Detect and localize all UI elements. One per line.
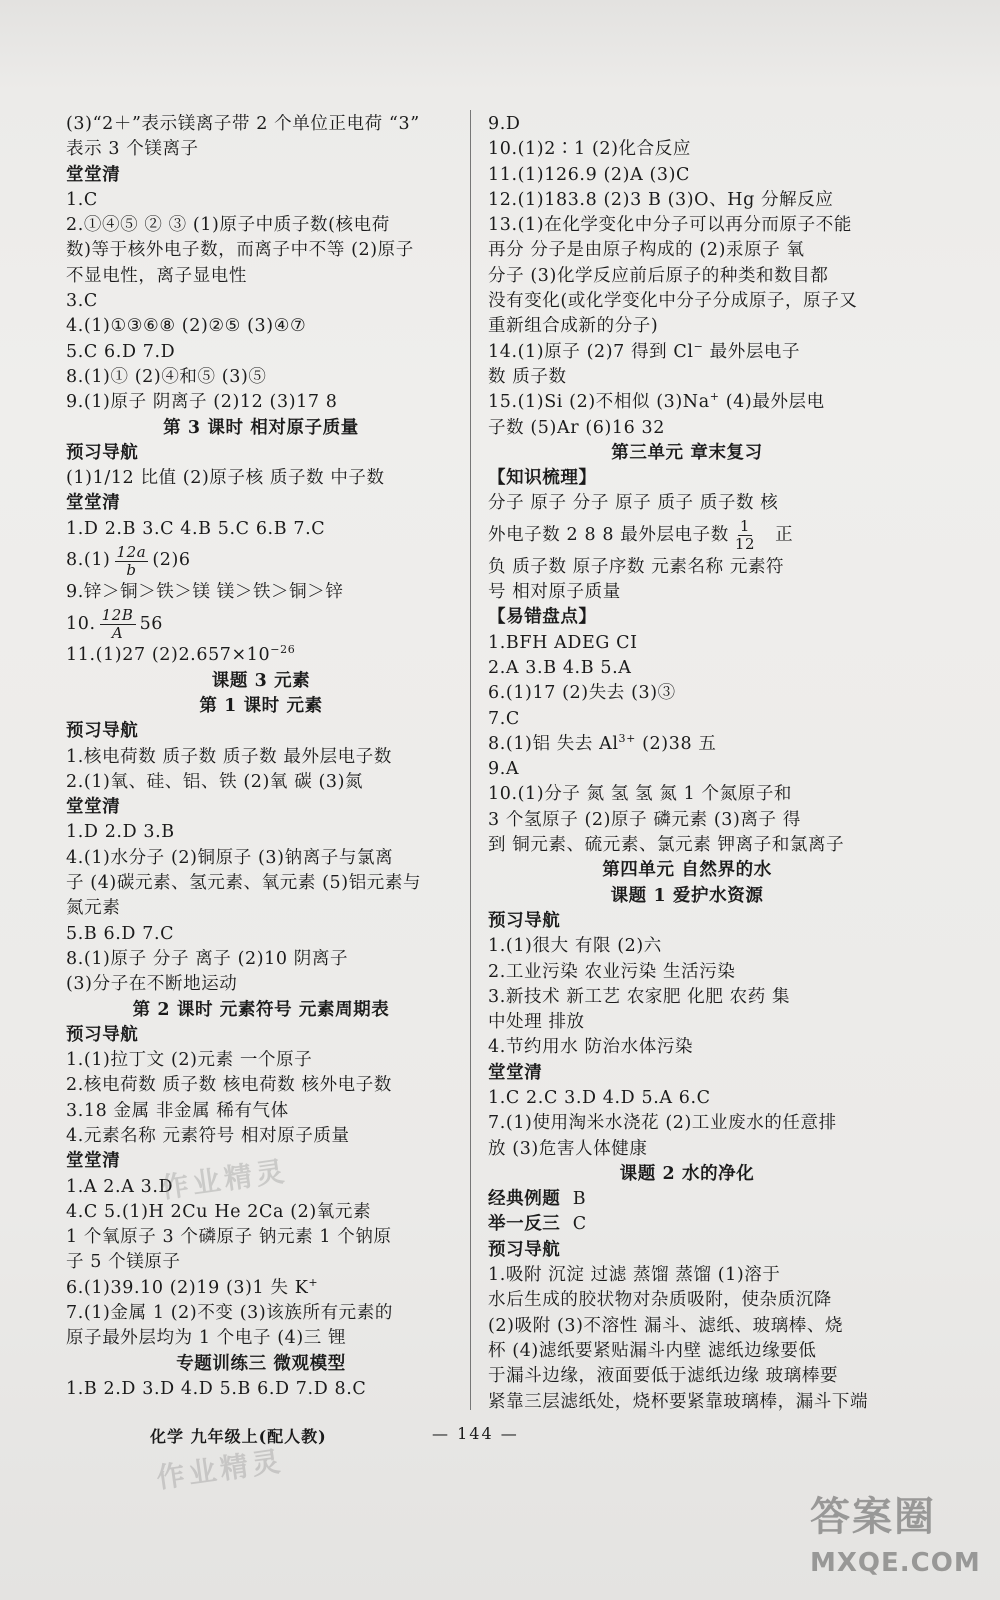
answer-line: 6.(1)17 (2)失去 (3)③ — [488, 683, 676, 704]
answer-line: 10.(1)2∶1 (2)化合反应 — [488, 139, 691, 160]
answer-line: 重新组合成新的分子) — [488, 316, 659, 337]
example-label: 举一反三 — [488, 1214, 561, 1235]
answer-line: 4.元素名称 元素符号 相对原子质量 — [66, 1125, 350, 1146]
section-heading: 预习导航 — [488, 1239, 561, 1260]
answer-line: 9.A — [488, 759, 520, 780]
answer-line: 中处理 排放 — [488, 1012, 585, 1033]
answer-line: 7.(1)使用淘米水浇花 (2)工业废水的任意排 — [488, 1113, 837, 1134]
section-heading: 堂堂清 — [66, 1151, 121, 1172]
answer-line: 数 质子数 — [488, 366, 567, 387]
answer-line: 4.(1)①③⑥⑧ (2)②⑤ (3)④⑦ — [66, 316, 307, 337]
section-heading: 堂堂清 — [488, 1062, 543, 1083]
answer-line-fraction — [66, 542, 456, 580]
lesson-title: 课题 3 元素 — [211, 670, 311, 691]
answer-text: (2)6 — [152, 550, 191, 571]
answer-line: (2)吸附 (3)不溶性 漏斗、滤纸、玻璃棒、烧 — [488, 1315, 844, 1336]
lesson-title: 第 2 课时 元素符号 元素周期表 — [132, 999, 390, 1020]
answer-text: 15.(1)Si (2)不相似 (3)Na — [488, 392, 710, 413]
answer-line: 13.(1)在化学变化中分子可以再分而原子不能 — [488, 215, 852, 236]
answer-line: 氮元素 — [66, 898, 121, 919]
footer-subject: 化学 九年级上(配人教) — [150, 1427, 327, 1446]
logo-url: MXQE.COM — [810, 1548, 981, 1578]
answer-line: 7.C — [488, 708, 520, 729]
answer-line: 1.核电荷数 质子数 质子数 最外层电子数 — [66, 746, 392, 767]
fraction-denominator: b — [126, 560, 137, 579]
lesson-title: 第 3 课时 相对原子质量 — [163, 417, 359, 438]
watermark-text: 作业精灵 — [158, 1154, 290, 1205]
answer-line: 11.(1)126.9 (2)A (3)C — [488, 164, 691, 185]
answer-line: 8.(1)原子 分子 离子 (2)10 阴离子 — [66, 948, 349, 969]
answer-line: 8.(1)① (2)④和⑤ (3)⑤ — [66, 366, 267, 387]
fraction-denominator: A — [111, 623, 124, 642]
fraction — [115, 544, 149, 579]
answer-line: 1.D 2.D 3.B — [66, 822, 175, 843]
answer-line — [488, 1212, 886, 1237]
answer-text: 14.(1)原子 (2)7 得到 Cl — [488, 341, 694, 362]
answer-line: 2.A 3.B 4.B 5.A — [488, 657, 632, 678]
logo-mark: 答案圈 — [810, 1494, 936, 1540]
answer-line: 数)等于核外电子数，而离子中不等 (2)原子 — [66, 240, 414, 261]
fraction-denominator: 12 — [734, 535, 756, 554]
lesson-title: 第 1 课时 元素 — [199, 695, 323, 716]
section-heading: 预习导航 — [488, 910, 561, 931]
answer-line: 1.(1)很大 有限 (2)六 — [488, 936, 662, 957]
answer-line: 12.(1)183.8 (2)3 B (3)O、Hg 分解反应 — [488, 189, 834, 210]
answer-line: 分子 原子 分子 原子 质子 质子数 核 — [488, 493, 779, 514]
answer-line: 9.锌＞铜＞铁＞镁 镁＞铁＞铜＞锌 — [66, 582, 344, 603]
answer-line: 4.节约用水 防治水体污染 — [488, 1037, 694, 1058]
answer-line: 1.D 2.B 3.C 4.B 5.C 6.B 7.C — [66, 518, 326, 539]
answer-line — [488, 340, 886, 365]
answer-line: 4.C 5.(1)H 2Cu He 2Ca (2)氧元素 — [66, 1201, 372, 1222]
answer-line-fraction — [66, 605, 456, 643]
site-logo — [810, 1485, 980, 1595]
fraction — [100, 607, 136, 642]
ion-charge: + — [709, 390, 720, 404]
section-heading: 堂堂清 — [66, 493, 121, 514]
answer-line: 再分 分子是由原子构成的 (2)汞原子 氧 — [488, 240, 805, 261]
answer-text: 最外层电子 — [703, 341, 801, 362]
answer-line: 1.C — [66, 189, 98, 210]
section-heading: 预习导航 — [66, 721, 139, 742]
answer-text: 正 — [775, 525, 794, 546]
answer-line — [488, 1187, 886, 1212]
left-column — [66, 112, 456, 1402]
fraction-numerator: 1 — [739, 517, 751, 536]
answer-line: 子数 (5)Ar (6)16 32 — [488, 417, 666, 438]
ion-charge: 3+ — [618, 731, 636, 745]
unit-title: 第三单元 章末复习 — [611, 442, 763, 463]
answer-line — [66, 643, 456, 668]
example-label: 经典例题 — [488, 1189, 561, 1210]
answer-line: 4.(1)水分子 (2)铜原子 (3)钠离子与氯离 — [66, 847, 394, 868]
fraction-numerator: 12B — [101, 605, 134, 624]
answer-line: 5.C 6.D 7.D — [66, 341, 176, 362]
answer-line: 1.BFH ADEG CI — [488, 632, 638, 653]
answer-line: 9.(1)原子 阴离子 (2)12 (3)17 8 — [66, 392, 338, 413]
answer-line: (1)1/12 比值 (2)原子核 质子数 中子数 — [66, 468, 385, 489]
page-footer — [150, 1424, 650, 1447]
answer-text: 6.(1)39.10 (2)19 (3)1 失 K — [66, 1277, 309, 1298]
answer-line: 1.C 2.C 3.D 4.D 5.A 6.C — [488, 1087, 711, 1108]
answer-line: 2.①④⑤ ② ③ (1)原子中质子数(核电荷 — [66, 215, 390, 236]
watermark-text: 作业精灵 — [154, 1444, 286, 1495]
answer-text: 8.(1)铝 失去 Al — [488, 733, 619, 754]
answer-line: 紧靠三层滤纸处，烧杯要紧靠玻璃棒，漏斗下端 — [488, 1391, 869, 1412]
right-column — [488, 112, 886, 1415]
answer-line: 9.D — [488, 114, 521, 134]
answer-text: 外电子数 2 8 8 最外层电子数 — [488, 525, 729, 546]
answer-line: 1.吸附 沉淀 过滤 蒸馏 蒸馏 (1)溶于 — [488, 1265, 781, 1286]
answer-text: 8.(1) — [66, 550, 111, 571]
answer-line: 2.核电荷数 质子数 核电荷数 核外电子数 — [66, 1075, 392, 1096]
answer-line: (3)“2＋”表示镁离子带 2 个单位正电荷 “3” — [66, 114, 420, 134]
section-heading: 堂堂清 — [66, 797, 121, 818]
column-divider — [470, 110, 471, 1410]
exponent: −26 — [270, 643, 296, 657]
answer-line: 3.新技术 新工艺 农家肥 化肥 农药 集 — [488, 986, 791, 1007]
answer-line: (3)分子在不断地运动 — [66, 974, 238, 995]
answer-line: 子 5 个镁原子 — [66, 1252, 181, 1273]
lesson-title: 专题训练三 微观模型 — [176, 1353, 346, 1374]
answer-line: 5.B 6.D 7.C — [66, 923, 175, 944]
fraction — [733, 518, 757, 553]
answer-line: 1 个氧原子 3 个磷原子 钠元素 1 个钠原 — [66, 1227, 392, 1248]
answer-line: 分子 (3)化学反应前后原子的种类和数目都 — [488, 265, 829, 286]
answer-text: 11.(1)27 (2)2.657×10 — [66, 645, 271, 666]
answer-line: 不显电性，离子显电性 — [66, 265, 247, 286]
answer-text: B — [572, 1189, 587, 1210]
lesson-title: 课题 2 水的净化 — [619, 1163, 755, 1184]
answer-line: 1.(1)拉丁文 (2)元素 一个原子 — [66, 1050, 313, 1071]
answer-line: 号 相对原子质量 — [488, 582, 621, 603]
answer-line: 10.(1)分子 氮 氢 氢 氮 1 个氮原子和 — [488, 784, 793, 805]
answer-line — [66, 1276, 456, 1301]
section-heading: 预习导航 — [66, 1024, 139, 1045]
answer-text: 56 — [139, 613, 164, 634]
ion-charge: − — [693, 339, 704, 353]
answer-line: 2.(1)氧、硅、铝、铁 (2)氧 碳 (3)氮 — [66, 771, 364, 792]
answer-line: 3.18 金属 非金属 稀有气体 — [66, 1100, 289, 1121]
answer-line: 子 (4)碳元素、氢元素、氧元素 (5)铝元素与 — [66, 873, 422, 894]
answer-text: (2)38 五 — [635, 733, 717, 754]
answer-text: C — [572, 1214, 587, 1235]
answer-line: 7.(1)金属 1 (2)不变 (3)该族所有元素的 — [66, 1303, 393, 1324]
lesson-title: 课题 1 爱护水资源 — [610, 885, 764, 906]
answer-line — [488, 390, 886, 415]
section-heading: 【知识梳理】 — [488, 468, 597, 489]
answer-text: (4)最外层电 — [719, 392, 825, 413]
answer-line — [488, 732, 886, 757]
answer-line: 3 个氢原子 (2)原子 磷元素 (3)离子 得 — [488, 809, 801, 830]
answer-text: 10. — [66, 613, 96, 634]
answer-line: 到 铜元素、硫元素、氯元素 钾离子和氯离子 — [488, 835, 845, 856]
ion-charge: + — [308, 1275, 319, 1289]
answer-line: 放 (3)危害人体健康 — [488, 1138, 648, 1159]
answer-line: 表示 3 个镁离子 — [66, 139, 199, 160]
section-heading: 【易错盘点】 — [488, 607, 597, 628]
fraction-numerator: 12a — [116, 542, 147, 561]
page-number: — 144 — — [432, 1424, 519, 1443]
answer-line: 于漏斗边缘，液面要低于滤纸边缘 玻璃棒要 — [488, 1366, 839, 1387]
answer-line: 原子最外层均为 1 个电子 (4)三 锂 — [66, 1328, 347, 1349]
answer-line: 1.A 2.A 3.D — [66, 1176, 174, 1197]
answer-line: 没有变化(或化学变化中分子分成原子，原子又 — [488, 291, 858, 312]
section-heading: 堂堂清 — [66, 164, 121, 185]
answer-line: 1.B 2.D 3.D 4.D 5.B 6.D 7.D 8.C — [66, 1378, 367, 1399]
unit-title: 第四单元 自然界的水 — [602, 860, 772, 881]
answer-line: 3.C — [66, 291, 98, 312]
answer-line: 负 质子数 原子序数 元素名称 元素符 — [488, 556, 785, 577]
answer-line: 水后生成的胶状物对杂质吸附，使杂质沉降 — [488, 1290, 832, 1311]
section-heading: 预习导航 — [66, 442, 139, 463]
answer-line: 2.工业污染 农业污染 生活污染 — [488, 961, 736, 982]
answer-line-fraction — [488, 517, 886, 555]
answer-line: 杯 (4)滤纸要紧贴漏斗内壁 滤纸边缘要低 — [488, 1340, 817, 1361]
